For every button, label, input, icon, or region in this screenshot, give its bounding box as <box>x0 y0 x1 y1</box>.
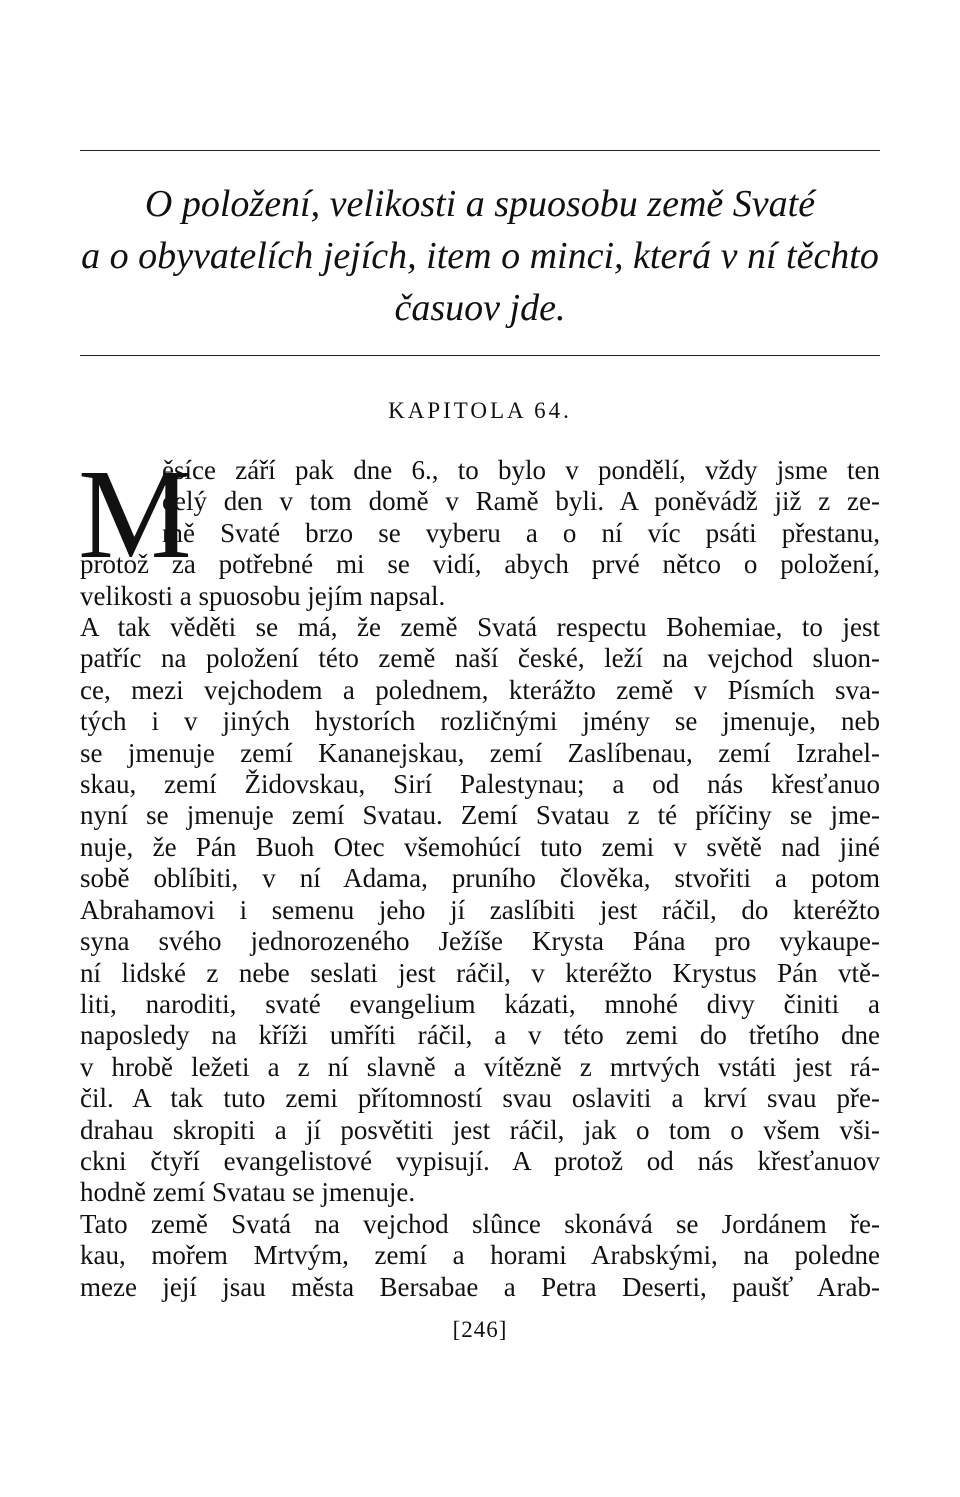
text-line: drahau skropiti a jí posvětiti jest ráčil, jak o tom o všem vši- <box>80 1114 880 1145</box>
text-line: skau, zemí Židovskau, Sirí Palestynau; a od nás křesťanuo <box>80 769 880 800</box>
text-line: ckni čtyří evangelistové vypisují. A protož od nás křesťanuov <box>80 1145 880 1176</box>
bottom-divider <box>80 355 880 356</box>
text-line: nuje, že Pán Buoh Otec všemohúcí tuto zemi v světě nad jiné <box>80 831 880 862</box>
body-text <box>78 443 880 1303</box>
heading-line: O položení, velikosti a spuosobu země Svaté <box>144 183 816 225</box>
text-line: ní lidské z nebe seslati jest ráčil, v kteréžto Krystus Pán vtě- <box>80 957 880 988</box>
text-line: meze její jsau města Bersabae a Petra Deserti, paušť Arab- <box>80 1271 880 1302</box>
heading-line: časuov jde. <box>394 287 566 329</box>
drop-cap: M <box>78 443 192 585</box>
text-line: velikosti a spuosobu jejím napsal. <box>80 580 446 611</box>
text-line: syna svého jednorozeného Ježíše Krysta Pána pro vykaupe- <box>80 926 880 957</box>
text-line: Tato země Svatá na vejchod slûnce skonává se Jordánem ře- <box>80 1208 880 1239</box>
section-heading <box>80 178 880 334</box>
text-line: ce, mezi vejchodem a polednem, kterážto země v Písmích sva- <box>80 674 880 705</box>
top-divider <box>80 150 880 151</box>
text-line: mě Svaté brzo se vyberu a o ní víc psáti přestanu, <box>162 517 880 548</box>
text-line: Abrahamovi i semenu jeho jí zaslíbiti jest ráčil, do kteréžto <box>80 894 880 925</box>
text-line: patříc na položení této země naší české, leží na vejchod sluon- <box>80 643 880 674</box>
text-line: tých i v jiných hystorích rozličnými jmény se jmenuje, neb <box>80 706 880 737</box>
text-line: celý den v tom domě v Ramě byli. A poněvádž již z ze- <box>162 486 880 517</box>
text-line: ěsíce září pak dne 6., to bylo v pondělí, vždy jsme ten <box>162 455 880 485</box>
text-line: naposledy na kříži umříti ráčil, a v této zemi do třetího dne <box>80 1020 880 1051</box>
text-line: hodně zemí Svatau se jmenuje. <box>80 1177 416 1208</box>
text-line: liti, naroditi, svaté evangelium kázati, mnohé divy činiti a <box>80 988 880 1019</box>
text-line: A tak věděti se má, že země Svatá respectu Bohemiae, to jest <box>80 612 880 643</box>
text-line: se jmenuje zemí Kananejskau, zemí Zaslíbenau, zemí Izrahel- <box>80 737 880 768</box>
page-number: [246] <box>452 1317 508 1342</box>
text-line: protož za potřebné mi se vidí, abych prvé nětco o položení, <box>80 549 880 580</box>
text-line: v hrobě ležeti a z ní slavně a vítězně z mrtvých vstáti jest rá- <box>80 1051 880 1082</box>
text-line: kau, mořem Mrtvým, zemí a horami Arabskými, na poledne <box>80 1240 880 1271</box>
text-line: čil. A tak tuto zemi přítomností svau oslaviti a krví svau pře- <box>80 1083 880 1114</box>
text-line: sobě oblíbiti, v ní Adama, pruního člověka, stvořiti a potom <box>80 863 880 894</box>
chapter-label: KAPITOLA 64. <box>388 398 572 423</box>
text-line: nyní se jmenuje zemí Svatau. Zemí Svatau z té příčiny se jme- <box>80 800 880 831</box>
heading-line: a o obyvatelích jejích, item o minci, která v ní těchto <box>81 235 879 277</box>
